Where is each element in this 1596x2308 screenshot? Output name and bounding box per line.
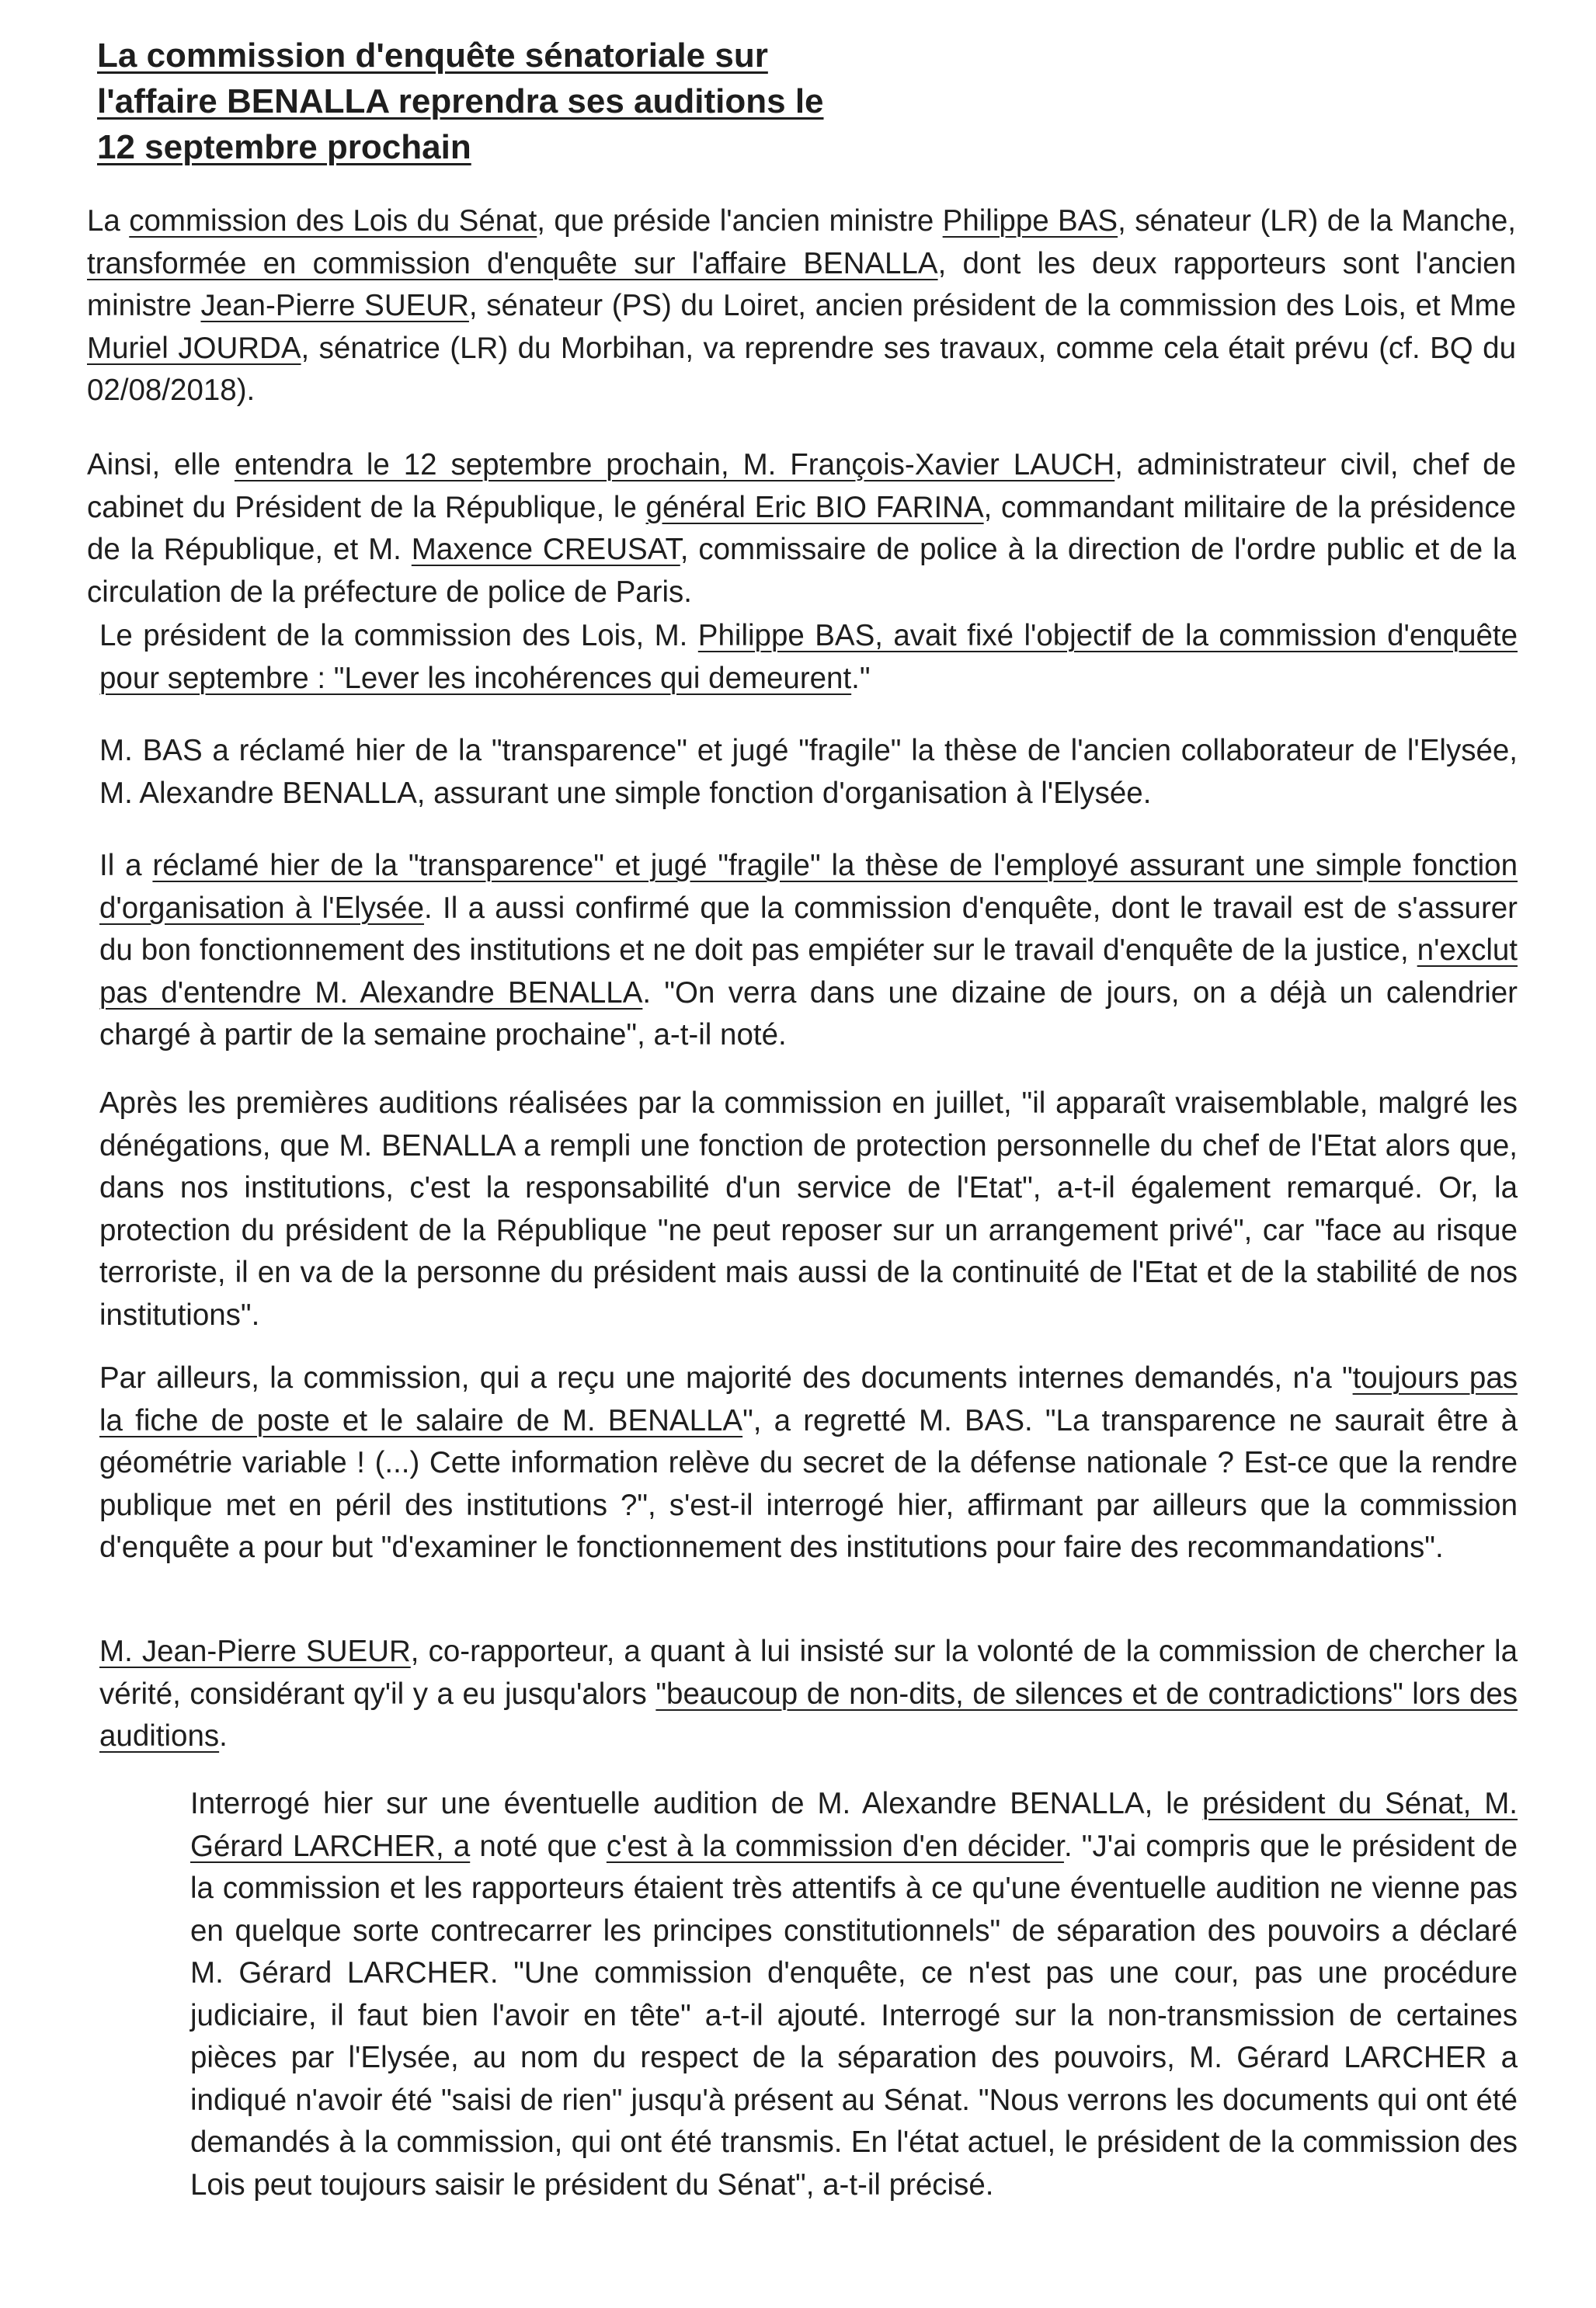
text: , co-rapporteur, a quant à lui insisté sur la volonté de la commission de chercher la vérité, considérant qy'il y a eu jusqu'alors	[99, 1635, 1518, 1711]
article-title	[97, 33, 843, 170]
text: , dont les deux rapporteurs sont l'ancien ministre	[87, 246, 1517, 322]
paragraph-7	[99, 1357, 1518, 1569]
text: . Il a aussi confirmé que la commission d'enquête, dont le travail est de s'assurer du bon fonctionnement des institutions et ne doit pas empiéter sur le travail d'enquête de la justice,	[99, 891, 1518, 967]
text: Interrogé hier sur une éventuelle audition de M. Alexandre BENALLA, le	[190, 1787, 1203, 1820]
text: , commandant militaire de la présidence de la République, et M.	[87, 490, 1516, 566]
text: , administrateur civil, chef de cabinet du Président de la République, le	[87, 448, 1517, 524]
underlined-text: entendra le 12 septembre prochain, M. François-Xavier LAUCH	[234, 448, 1115, 481]
text: , sénateur (PS) du Loiret, ancien président de la commission des Lois, et Mme	[468, 289, 1516, 322]
underlined-text: Jean-Pierre SUEUR	[200, 289, 469, 322]
underlined-text: commission des Lois du Sénat	[129, 204, 537, 238]
underlined-text: réclamé hier de la "transparence" et jugé "fragile" la thèse de l'employé assurant une simple fonction d'organisation à l'Elysée	[99, 849, 1518, 925]
paragraph-6: Après les premières auditions réalisées par la commission en juillet, "il apparaît vraisemblable, malgré les dénégations, que M. BENALLA a rempli une fonction de protection personnelle du chef de l'Etat alors que, dans nos institutions, c'est la responsabilité d'un service de l'Etat", a-t-il également remarqué. Or, la protection du président de la République "ne peut reposer sur un arrangement privé", car "face au risque terroriste, il en va de la personne du président mais aussi de la continuité de l'Etat et de la stabilité de nos institutions".	[99, 1086, 1518, 1332]
text: , que préside l'ancien ministre	[537, 204, 943, 238]
underlined-text: Maxence CREUSAT	[411, 533, 680, 566]
text: ", a regretté M. BAS. "La transparence ne saurait être à géométrie variable ! (...) Cette information relève du secret de la défense nationale ? Est-ce que la rendre publique met en péril des institutions ?", s'est-il interrogé hier, affirmant par ailleurs que la commission d'enquête a pour but "d'examiner le fonctionnement des institutions pour faire des recommandations".	[99, 1403, 1518, 1564]
text: Ainsi, elle	[87, 448, 235, 481]
text: , commissaire de police à la direction de l'ordre public et de la circulation de la préfecture de police de Paris.	[87, 533, 1516, 609]
paragraph-8	[99, 1631, 1518, 1758]
text: Le président de la commission des Lois, M.	[99, 619, 698, 652]
paragraph-3	[99, 615, 1518, 700]
underlined-text: transformée en commission d'enquête sur l'affaire BENALLA	[87, 246, 938, 280]
underlined-text: M. Jean-Pierre SUEUR	[99, 1635, 411, 1668]
text: Il a	[99, 849, 153, 882]
underlined-text: "beaucoup de non-dits, de silences et de contradictions" lors des auditions	[99, 1677, 1518, 1753]
paragraph-4: M. BAS a réclamé hier de la "transparence" et jugé "fragile" la thèse de l'ancien collaborateur de l'Elysée, M. Alexandre BENALLA, assurant une simple fonction d'organisation à l'Elysée.	[99, 734, 1518, 810]
underlined-text: Philippe BAS	[942, 204, 1118, 238]
paragraph-5	[99, 845, 1518, 1057]
underlined-text: président du Sénat, M. Gérard LARCHER, a	[190, 1787, 1518, 1863]
text: . "J'ai compris que le président de la commission et les rapporteurs étaient très attentifs à ce qu'une éventuelle audition ne vienne pas en quelque sorte contrecarrer les principes constitutionnels" de séparation des pouvoirs a déclaré M. Gérard LARCHER. "Une commission d'enquête, ce n'est pas une cour, pas une procédure judiciaire, il faut bien l'avoir en tête" a-t-il ajouté. Interrogé sur la non-transmission de certaines pièces par l'Elysée, au nom du respect de la séparation des pouvoirs, M. Gérard LARCHER a indiqué n'avoir été "saisi de rien" jusqu'à présent au Sénat. "Nous verrons les documents qui ont été demandés à la commission, qui ont été transmis. En l'état actuel, le président de la commission des Lois peut toujours saisir le président du Sénat", a-t-il précisé.	[190, 1829, 1518, 2202]
text: , sénatrice (LR) du Morbihan, va reprendre ses travaux, comme cela était prévu (cf. BQ du 02/08/2018).	[87, 331, 1516, 407]
text: La	[87, 204, 130, 238]
title-line-3: 12 septembre prochain	[97, 128, 471, 166]
text: .	[219, 1719, 228, 1753]
text: , sénateur (LR) de la Manche,	[1118, 204, 1516, 238]
underlined-text: n'exclut pas d'entendre M. Alexandre BENALLA	[99, 933, 1518, 1010]
underlined-text: Muriel JOURDA	[87, 331, 301, 365]
paragraph-2	[87, 444, 1516, 613]
underlined-text: général Eric BIO FARINA	[645, 490, 984, 524]
text: Par ailleurs, la commission, qui a reçu une majorité des documents internes demandés, n'a "	[99, 1361, 1353, 1395]
text: noté que	[470, 1829, 607, 1863]
paragraph-9-indented	[190, 1783, 1518, 2206]
underlined-text: Philippe BAS, avait fixé l'objectif de la commission d'enquête pour septembre : "Lever les incohérences qui demeurent	[99, 619, 1518, 695]
title-line-1: La commission d'enquête sénatoriale sur	[97, 36, 768, 75]
text: ."	[851, 661, 871, 695]
underlined-text: c'est à la commission d'en décider	[606, 1829, 1064, 1863]
title-line-2: l'affaire BENALLA reprendra ses auditions le	[97, 82, 824, 120]
underlined-text: toujours pas la fiche de poste et le salaire de M. BENALLA	[99, 1361, 1518, 1437]
text: . "On verra dans une dizaine de jours, on a déjà un calendrier chargé à partir de la semaine prochaine", a-t-il noté.	[99, 975, 1518, 1051]
paragraph-1	[87, 200, 1516, 412]
